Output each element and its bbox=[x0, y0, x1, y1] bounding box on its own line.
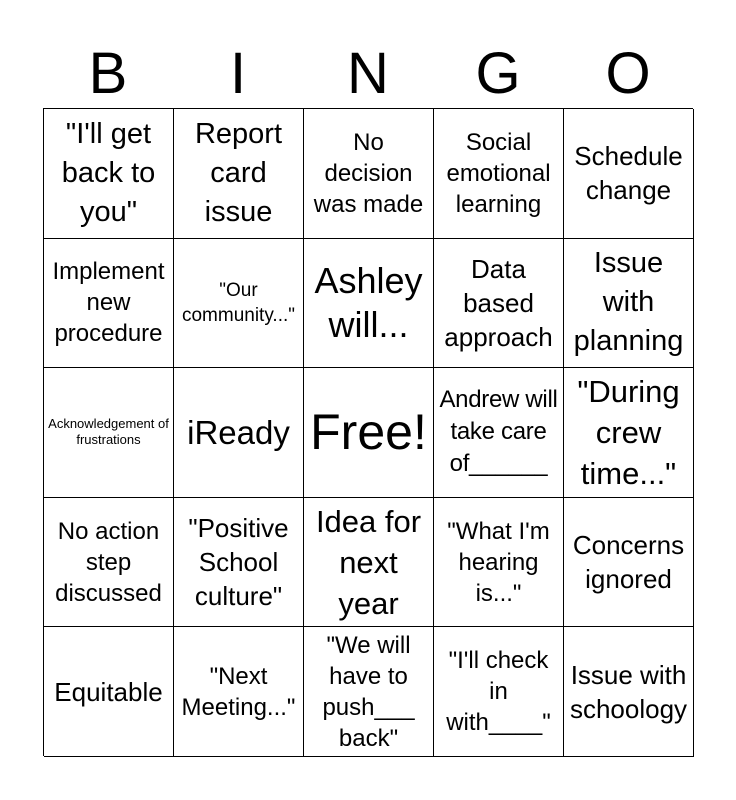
cell-text: Social emotional learning bbox=[446, 128, 551, 218]
cell-text: Ashley will... bbox=[314, 259, 423, 345]
bingo-cell[interactable] bbox=[304, 627, 434, 757]
bingo-cell[interactable] bbox=[44, 498, 174, 628]
cell-text: Acknowledgement of frustrations bbox=[48, 416, 169, 448]
cell-text: "Positive School culture" bbox=[188, 513, 289, 612]
bingo-cell[interactable] bbox=[44, 368, 174, 498]
bingo-grid bbox=[43, 108, 693, 756]
cell-text: iReady bbox=[187, 413, 290, 451]
bingo-cell[interactable] bbox=[564, 239, 694, 369]
bingo-cell[interactable] bbox=[434, 239, 564, 369]
cell-text: "I'll get back to you" bbox=[61, 117, 156, 228]
cell-text: Data based approach bbox=[444, 253, 553, 352]
bingo-cell[interactable] bbox=[44, 109, 174, 239]
cell-text: Andrew will take care of______ bbox=[439, 386, 558, 478]
bingo-header bbox=[43, 40, 693, 108]
bingo-cell[interactable] bbox=[44, 239, 174, 369]
cell-text: "We will have to push___ back" bbox=[322, 631, 415, 752]
cell-text: Implement new procedure bbox=[52, 258, 165, 348]
header-letter-n: N bbox=[347, 41, 389, 106]
cell-text: No action step discussed bbox=[55, 517, 162, 607]
header-letter-b: B bbox=[88, 41, 128, 106]
bingo-cell[interactable] bbox=[174, 498, 304, 628]
cell-text: Schedule change bbox=[574, 141, 683, 206]
bingo-cell[interactable] bbox=[434, 627, 564, 757]
bingo-cell[interactable] bbox=[564, 368, 694, 498]
header-letter-o: O bbox=[605, 41, 651, 106]
cell-text: Report card issue bbox=[194, 117, 283, 228]
cell-text: Issue with schoology bbox=[569, 659, 688, 724]
bingo-cell[interactable] bbox=[304, 239, 434, 369]
bingo-cell[interactable] bbox=[174, 368, 304, 498]
header-letter-i: I bbox=[229, 41, 247, 106]
header-letter-g: G bbox=[475, 41, 521, 106]
bingo-cell-free[interactable] bbox=[304, 368, 434, 498]
cell-text: "During crew time..." bbox=[577, 373, 680, 491]
cell-text: "What I'm hearing is..." bbox=[447, 517, 550, 607]
bingo-cell[interactable] bbox=[434, 498, 564, 628]
cell-text: Equitable bbox=[54, 676, 163, 707]
bingo-cell[interactable] bbox=[434, 109, 564, 239]
bingo-cell[interactable] bbox=[174, 627, 304, 757]
cell-text: Concerns ignored bbox=[572, 530, 685, 595]
bingo-cell[interactable] bbox=[304, 498, 434, 628]
bingo-cell[interactable] bbox=[434, 368, 564, 498]
cell-text: "Our community..." bbox=[181, 279, 296, 326]
bingo-cell[interactable] bbox=[44, 627, 174, 757]
bingo-cell[interactable] bbox=[174, 239, 304, 369]
bingo-cell[interactable] bbox=[174, 109, 304, 239]
bingo-cell[interactable] bbox=[564, 498, 694, 628]
cell-text: Idea for next year bbox=[315, 503, 422, 621]
cell-text: "I'll check in with____" bbox=[446, 647, 551, 737]
cell-text: Free! bbox=[310, 404, 427, 461]
bingo-cell[interactable] bbox=[304, 109, 434, 239]
bingo-cell[interactable] bbox=[564, 109, 694, 239]
cell-text: No decision was made bbox=[313, 128, 424, 218]
cell-text: Issue with planning bbox=[573, 247, 684, 358]
bingo-cell[interactable] bbox=[564, 627, 694, 757]
cell-text: "Next Meeting..." bbox=[181, 662, 296, 721]
